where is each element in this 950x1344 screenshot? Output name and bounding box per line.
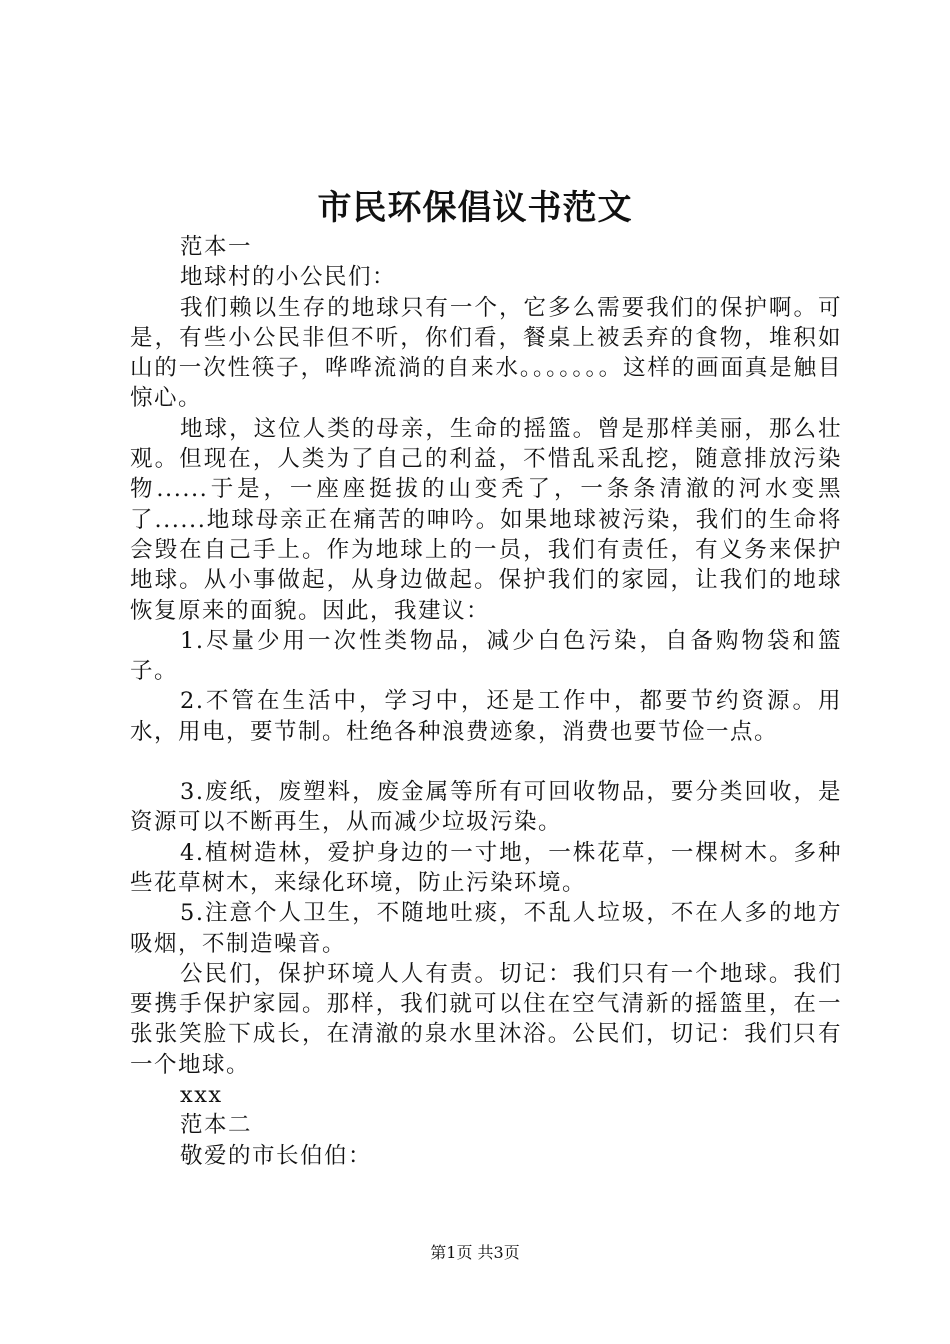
proposal-item-3: 3.废纸，废塑料，废金属等所有可回收物品，要分类回收，是资源可以不断再生，从而减少垃圾污染。 [130,779,842,836]
salutation: 地球村的小公民们： [180,264,397,291]
body-paragraph: 我们赖以生存的地球只有一个，它多么需要我们的保护啊。可是，有些小公民非但不听，你们看，餐桌上被丢弃的食物，堆积如山的一次性筷子，哗哗流淌的自来水。。。。。。。这样的画面真是触目惊心。 [130,294,842,412]
proposal-item-4: 4.植树造林，爱护身边的一寸地，一株花草，一棵树木。多种些花草树木，来绿化环境，防止污染环境。 [130,839,842,896]
closing-paragraph: 公民们，保护环境人人有责。切记：我们只有一个地球。我们要携手保护家园。那样，我们就可以住在空气清新的摇篮里，在一张张笑脸下成长，在清澈的泉水里沐浴。公民们，切记：我们只有一个地球。 [130,960,842,1078]
document-body [130,232,842,1171]
document-title: 市民环保倡议书范文 [317,188,633,228]
signature: xxx [180,1082,223,1109]
section-heading-sample-2: 范本二 [180,1112,253,1139]
salutation-2: 敬爱的市长伯伯： [180,1142,373,1169]
proposal-item-1: 1.尽量少用一次性类物品，减少白色污染，自备购物袋和篮子。 [130,627,842,685]
body-paragraph: 地球，这位人类的母亲，生命的摇篮。曾是那样美丽，那么壮观。但现在，人类为了自己的利益，不惜乱采乱挖，随意排放污染物......于是，一座座挺拔的山变秃了，一条条清澈的河水变黑了......地球母亲正在痛苦的呻吟。如果地球被污染，我们的生命将会毁在自己手上。作为地球上的一员，我们有责任，有义务来保护地球。从小事做起，从身边做起。保护我们的家园，让我们的地球恢复原来的面貌。因此，我建议： [130,415,842,624]
page-number-footer: 第1页 共3页 [430,1243,520,1262]
proposal-item-2: 2.不管在生活中，学习中，还是工作中，都要节约资源。用水，用电，要节制。杜绝各种浪费迹象，消费也要节俭一点。 [130,688,842,745]
proposal-item-5: 5.注意个人卫生，不随地吐痰，不乱人垃圾，不在人多的地方吸烟，不制造噪音。 [130,900,842,957]
section-heading-sample-1: 范本一 [180,234,253,260]
